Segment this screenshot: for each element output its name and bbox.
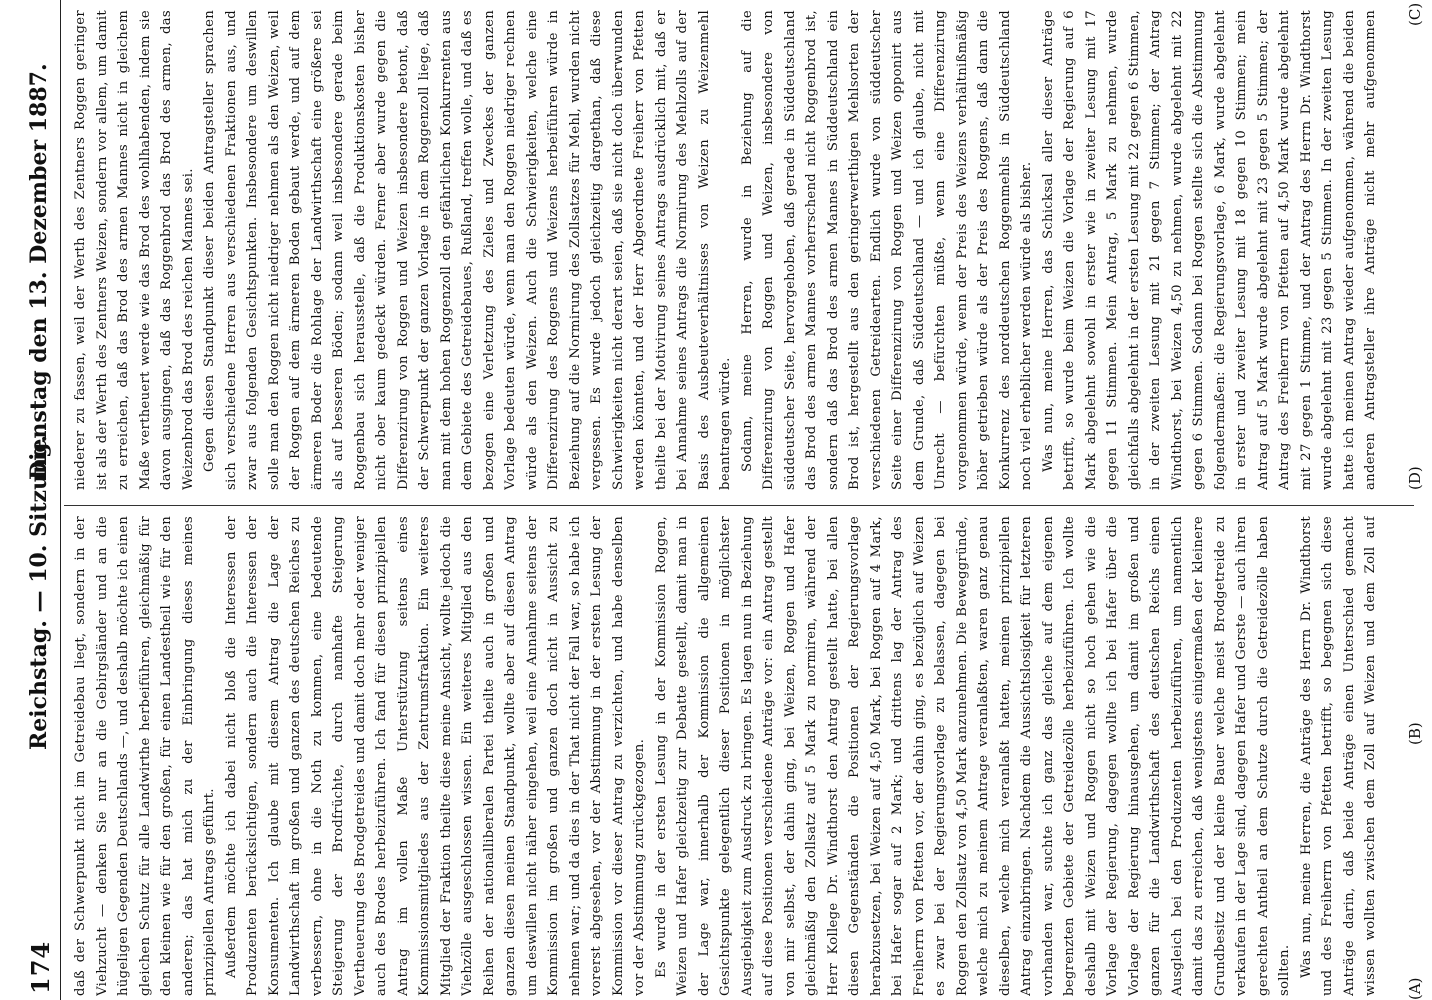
left-paragraph-4: Was nun, meine Herren, die Anträge des Herrn Dr. Windthorst und des Freiherrn von Pfetten betrifft, so begegnen sich diese Anträge darin, daß beide Anträge einen Unterschied gemacht wissen wollten zwischen dem Zoll auf Weizen und dem Zoll auf [1298, 516, 1378, 996]
right-paragraph-3: Sodann, meine Herren, wurde in Beziehung auf die Differenzirung von Roggen und Weizen, insbesondere von süddeutscher Seite, hervorgehoben, daß gerade in Süddeutschland das Brod des armen Mannes vorherrschend nicht Roggenbrod ist, sondern daß das Brod des armen Mannes in Süddeutschland ein Brod ist, hergestellt aus den geringerwerthigen Mehlsorten der verschiedenen Getreidearten. Endlich wurde von süddeutscher Seite einer Differenzirung von Roggen und Weizen opponirt aus dem Grunde, daß Süddeutschland — und ich glaube, nicht mit Unrecht — befürchten müßte, wenn eine Differenzirung vorgenommen würde, wenn der Preis des Weizens verhältnißmäßig höher getrieben würde als der Preis des Roggens, daß dann die Konkurrenz des norddeutschen Roggenmehls in Süddeutschland noch viel erheblicher werden würde als bisher. [739, 10, 1034, 490]
session-title: Reichstag. — 10. Sitzung. [26, 434, 52, 750]
margin-mark-c: (C) [1406, 2, 1424, 26]
right-paragraph-1: niederer zu fassen, weil der Werth des Zentners Roggen geringer ist als der Werth des Zentners Weizen, sondern vor allem, um damit zu erreichen, daß das Brod des armen Mannes nicht in gleichem Maße vertheuert werde wie das Brod des wohlhabenden, indem sie davon ausgingen, daß das Roggenbrod das Brod des armen, das Weizenbrod das Brod des reichen Mannes sei. [73, 10, 196, 490]
page-header [0, 0, 61, 1000]
digitization-credit [1408, 620, 1428, 1000]
session-date: Dienstag den 13. Dezember 1887. [26, 63, 52, 480]
left-paragraph-2: Außerdem möchte ich dabei nicht bloß die Interessen der Produzenten berücksichtigen, sondern auch die Interessen der Konsumenten. Ich glaube mit diesem Antrag die Lage der Landwirthschaft im großen und ganzen des deutschen Reiches zu verbessern, ohne in die Noth zu kommen, eine bedeutende Steigerung der Brodfrüchte, durch namhafte Steigerung Vertheuerung des Brodgetreides und damit doch mehr oder weniger auch des Brodes herbeizuführen. Ich fand für diesen prinzipiellen Antrag im vollen Maße Unterstützung seitens eines Kommissionsmitgliedes aus der Zentrumsfraktion. Ein weiteres Mitglied der Fraktion theilte diese meine Ansicht, wollte jedoch die Viehzölle ausgeschlossen wissen. Ein weiteres Mitglied aus den Reihen der nationalliberalen Partei theilte auch in großen und ganzen diesen meinen Standpunkt, wollte aber auf diesen Antrag um deswillen nicht näher eingehen, weil eine Annahme seitens der Kommission im großen und ganzen doch nicht in Aussicht zu nehmen war; und da dies in der That nicht der Fall war, so habe ich vorerst abgesehen, vor der Abstimmung in der ersten Lesung der Kommission vor dieser Antrag zu verzichten, und habe denselben vor der Abstimmung zurückgezogen. [223, 516, 647, 996]
left-paragraph-3: Es wurde in der ersten Lesung in der Kommission Roggen, Weizen und Hafer gleichzeitig zur Debatte gestellt, damit man in der Lage war, innerhalb der Kommission die allgemeinen Gesichtspunkte gelegentlich dieser Positionen in möglichster Ausgiebigkeit zum Ausdruck zu bringen. Es lagen nun in Beziehung auf diese Positionen verschiedene Anträge vor: ein Antrag gestellt von mir selbst, der dahin ging, bei Weizen, Roggen und Hafer gleichmäßig den Zollsatz auf 5 Mark zu normiren, während der Herr Kollege Dr. Windthorst den Antrag gestellt hatte, bei allen diesen Gegenständen die Positionen der Regierungsvorlage herabzusetzen, bei Weizen auf 4,50 Mark, bei Roggen auf 4 Mark, bei Hafer sogar auf 2 Mark; und drittens lag der Antrag des Freiherrn von Pfetten vor, der dahin ging, es bezüglich auf Weizen es zwar bei der Regierungsvorlage zu belassen, dagegen bei Roggen den Zollsatz von 4,50 Mark anzunehmen. Die Beweggründe, welche mich zu meinem Antrage veranlaßten, waren ganz genau dieselben, welche mich veranlaßt hatten, meinen prinzipiellen Antrag einzubringen. Nachdem die Aussichtslosigkeit für letzteren vorhanden war, suchte ich ganz das gleiche auf dem eigenen begrenzten Gebiete der Getreidezölle herbeizuführen. Ich wollte deshalb mit Weizen und Roggen nicht so hoch gehen wie die Vorlage der Regierung, dagegen wollte ich bei Hafer über die Vorlage der Regierung hinausgehen, um damit im großen und ganzen für die Landwirthschaft des deutschen Reichs einen Ausgleich bei den Produzenten herbeizuführen, um namentlich damit das zu erreichen, daß wenigstens einigermaßen der kleinere Grundbesitz und der kleine Bauer welche meist Brodgetreide zu verkaufen in der Lage sind, dagegen Hafer und Gerste — auch ihren gerechten Antheil an dem Schutze durch die Getreidezölle haben sollten. [653, 516, 1292, 996]
margin-mark-d: (D) [1406, 466, 1424, 490]
page-number: 174 [26, 940, 55, 994]
left-paragraph-1: daß der Schwerpunkt nicht im Getreidebau liegt, sondern in der Viehzucht — denken Sie nur an die Gebirgsländer und an die hügeligen Gegenden Deutschlands —, und deshalb möchte ich einen gleichen Schutz für alle Landwirthe herbeiführen, gleichmäßig für den kleinen wie für den großen, für einen Landestheil wie für den anderen; das hat mich zu der Einbringung dieses meines prinzipiellen Antrags geführt. [73, 516, 217, 996]
column-divider [64, 505, 1414, 506]
right-paragraph-4: Was nun, meine Herren, das Schicksal aller dieser Anträge betrifft, so wurde beim Weizen die Vorlage der Regierung auf 6 Mark abgelehnt sowohl in erster wie in zweiter Lesung mit 17 gegen 11 Stimmen. Mein Antrag, 5 Mark zu nehmen, wurde gleichfalls abgelehnt in der ersten Lesung mit 22 gegen 6 Stimmen, in der zweiten Lesung mit 21 gegen 7 Stimmen; der Antrag Windthorst, bei Weizen 4,50 zu nehmen, wurde abgelehnt mit 22 gegen 6 Stimmen. Sodann bei Roggen stellte sich die Abstimmung folgendermaßen: die Regierungsvorlage, 6 Mark, wurde abgelehnt in erster und zweiter Lesung mit 18 gegen 10 Stimmen; mein Antrag auf 5 Mark wurde abgelehnt mit 23 gegen 5 Stimmen; der Antrag des Freiherrn von Pfetten auf 4,50 Mark wurde abgelehnt mit 27 gegen 1 Stimme, und der Antrag des Herrn Dr. Windthorst wurde abgelehnt mit 23 gegen 5 Stimmen. In der zweiten Lesung hatte ich meinen Antrag wieder aufgenommen, während die beiden anderen Antragsteller ihre Anträge nicht mehr aufgenommen [1040, 10, 1378, 490]
margin-mark-a: (A) [1406, 977, 1424, 1000]
left-column [70, 516, 1380, 996]
right-paragraph-2: Gegen diesen Standpunkt dieser beiden Antragsteller sprachen sich verschiedene Herren aus verschiedenen Fraktionen aus, und zwar aus folgenden Gesichtspunkten. Insbesondere um deswillen solle man den Roggen nicht niedriger nehmen als den Weizen, weil der Roggen auf dem ärmeren Boden gebaut werde, und auf dem ärmeren Boder die Rohlage der Landwirthschaft eine größere sei als auf besseren Böden; sodann weil insbesondere gerade beim Roggenbau sich herausstelle, daß die Produktionskosten bisher nicht ober kaum gedeckt würden. Ferner aber wurde gegen die Differenzirung von Roggen und Weizen insbesondere betont, daß der Schwerpunkt der ganzen Vorlage in dem Roggenzoll liege, daß man mit dem hohen Roggenzoll den gefährlichen Konkurrenten aus dem Gebiete des Getreidebaues, Rußland, treffen wolle, und daß es bezogen eine Verletzung des Zieles und Zweckes der ganzen Vorlage bedeuten würde, wenn man den Roggen niedriger rechnen würde als den Weizen. Auch die Schwierigkeiten, welche eine Differenzirung des Roggens und Weizens herbeiführen würde in Beziehung auf die Normirung des Zollsatzes für Mehl, wurden nicht vergessen. Es wurde jedoch gleichzeitig dargethan, daß diese Schwierigkeiten nicht derart seien, daß sie nicht doch überwunden werden könnten, und der Herr Abgeordnete Freiherr von Pfetten theilte bei der Motivirung seines Antrags ausdrücklich mit, daß er bei Annahme seines Antrags die Normirung des Mehlzolls auf der Basis des Ausbeuteverhältnisses von Weizen zu Weizenmehl beantragen würde. [202, 10, 733, 490]
margin-mark-b: (B) [1406, 722, 1424, 745]
right-column [70, 10, 1380, 490]
